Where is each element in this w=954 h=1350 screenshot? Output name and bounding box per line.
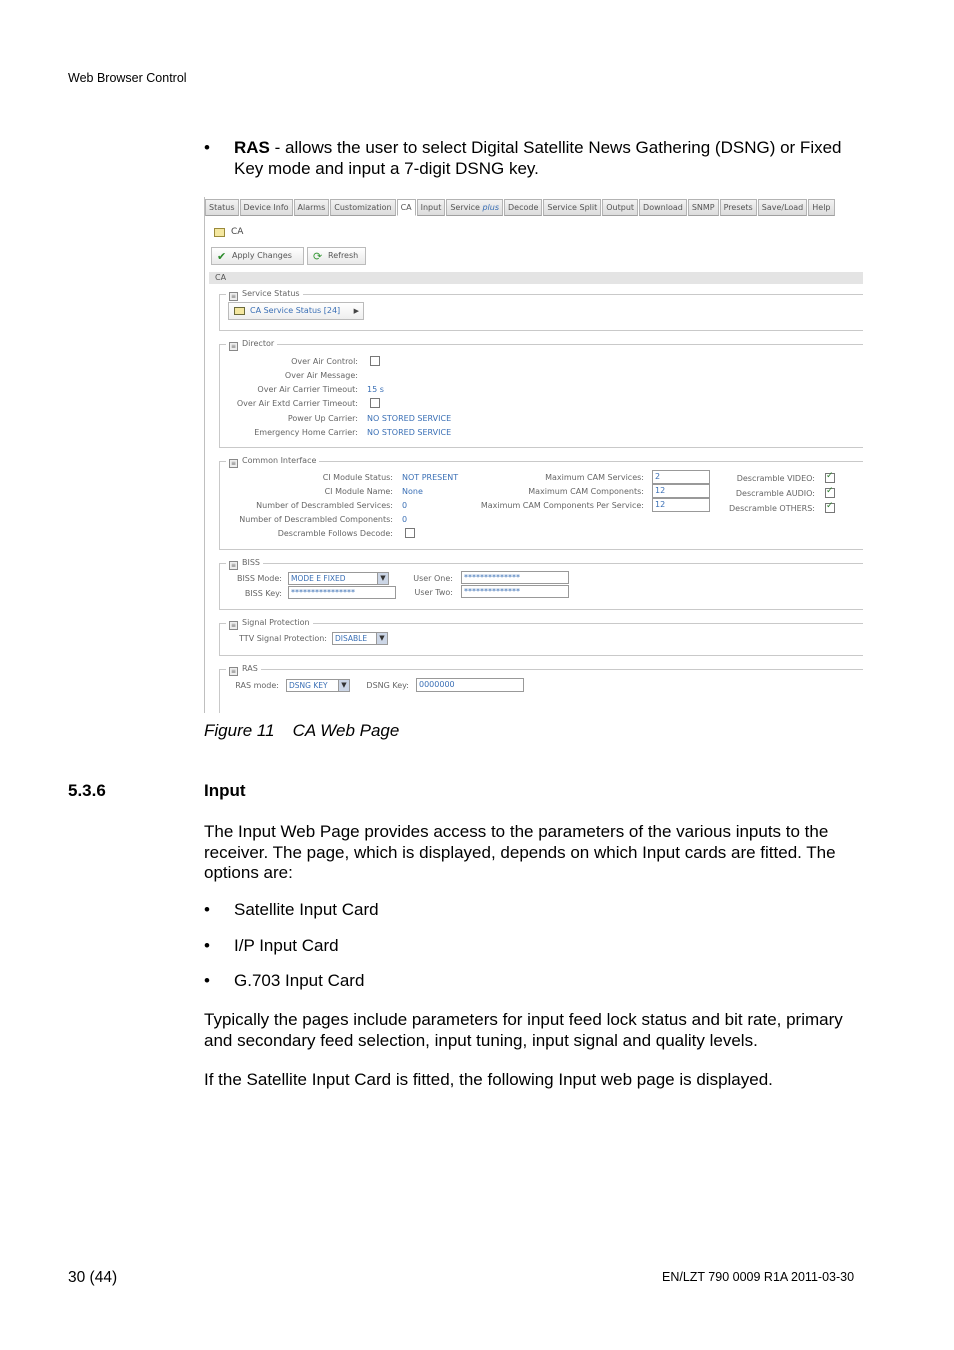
option-ip-input-card: I/P Input Card: [234, 936, 339, 955]
apply-changes-button[interactable]: [211, 247, 304, 265]
descrambled-services-label: Number of Descrambled Services:: [256, 501, 393, 510]
collapse-icon[interactable]: ≡: [230, 293, 237, 300]
bullet-dot: •: [204, 936, 210, 955]
carrier-timeout-value: 15 s: [367, 385, 384, 394]
ras-legend-text: RAS: [242, 664, 258, 673]
dsng-key-input[interactable]: 0000000: [416, 678, 524, 692]
service-status-fieldset: [219, 289, 863, 331]
tab-decode[interactable]: Decode: [504, 199, 542, 216]
bullet-dot: •: [204, 138, 210, 157]
bullet-dot: •: [204, 971, 210, 990]
figure-caption: [204, 721, 399, 741]
descramble-follows-decode-checkbox[interactable]: [405, 528, 415, 538]
checkmark-icon: ✔: [217, 250, 227, 263]
ca-service-status-label: CA Service Status [24]: [250, 306, 341, 315]
tab-device-info[interactable]: Device Info: [240, 199, 293, 216]
dropdown-arrow-icon: ▼: [376, 633, 387, 644]
tab-service-split[interactable]: Service Split: [543, 199, 601, 216]
extd-carrier-timeout-label: Over Air Extd Carrier Timeout:: [236, 399, 358, 408]
table-icon: [234, 307, 245, 315]
common-interface-legend: [226, 456, 319, 468]
max-cam-services-label: Maximum CAM Services:: [545, 473, 644, 482]
descramble-follows-decode-label: Descramble Follows Decode:: [277, 529, 393, 538]
tab-status[interactable]: Status: [205, 199, 239, 216]
ras-mode-value: DSNG KEY: [289, 681, 328, 690]
document-date: 2011-03-30: [791, 1270, 855, 1284]
ras-legend: [226, 664, 261, 676]
signal-protection-fieldset: [219, 618, 863, 656]
page-number: 30 (44): [68, 1269, 118, 1286]
max-cam-services-input[interactable]: 2: [652, 470, 710, 484]
tab-ca[interactable]: CA: [397, 199, 416, 216]
paragraph-satellite: If the Satellite Input Card is fitted, the following Input web page is displayed.: [204, 1070, 773, 1089]
max-cam-components-label: Maximum CAM Components:: [528, 487, 644, 496]
biss-legend-text: BISS: [242, 558, 261, 567]
paragraph-typical: Typically the pages include parameters for input feed lock status and bit rate, primary and secondary feed selection, input tuning, input signal and quality levels.: [204, 1010, 843, 1050]
ttv-signal-protection-select[interactable]: [332, 632, 388, 645]
dsng-key-label: DSNG Key:: [366, 681, 409, 690]
descramble-video-label: Descramble VIDEO:: [736, 474, 815, 483]
user-two-label: User Two:: [414, 588, 453, 597]
option-g703-input-card: G.703 Input Card: [234, 971, 365, 990]
ci-module-name-label: CI Module Name:: [324, 487, 393, 496]
biss-legend: [226, 558, 263, 570]
paragraph-intro: The Input Web Page provides access to the parameters of the various inputs to the receiver. The page, which is displayed, depends on which Input cards are fitted. The options are:: [204, 822, 836, 882]
max-cam-components-input[interactable]: 12: [652, 484, 710, 498]
descramble-others-checkbox[interactable]: [825, 503, 835, 513]
tab-snmp[interactable]: SNMP: [688, 199, 719, 216]
biss-mode-label: BISS Mode:: [236, 574, 282, 583]
tab-input[interactable]: Input: [417, 199, 446, 216]
tab-download[interactable]: Download: [639, 199, 687, 216]
max-cam-components-per-service-label: Maximum CAM Components Per Service:: [480, 501, 644, 510]
refresh-label: Refresh: [328, 251, 359, 260]
tab-output[interactable]: Output: [602, 199, 638, 216]
extd-carrier-timeout-checkbox[interactable]: [370, 398, 380, 408]
tab-help[interactable]: Help: [808, 199, 834, 216]
over-air-control-label: Over Air Control:: [291, 357, 358, 366]
max-cam-components-per-service-input[interactable]: 12: [652, 498, 710, 512]
document-id: EN/LZT 790 0009 R1A: [662, 1270, 788, 1284]
descrambled-services-value: 0: [402, 501, 408, 510]
over-air-control-checkbox[interactable]: [370, 356, 380, 366]
refresh-icon: ⟳: [313, 250, 323, 263]
descramble-audio-checkbox[interactable]: [825, 488, 835, 498]
signal-protection-legend: [226, 618, 313, 630]
document-reference: [662, 1270, 854, 1284]
emergency-home-carrier-value: NO STORED SERVICE: [367, 428, 452, 437]
ca-service-status-button[interactable]: [228, 302, 364, 320]
ca-section-bar: CA: [209, 272, 863, 284]
folder-icon: [214, 228, 225, 237]
service-status-legend-text: Service Status: [242, 289, 300, 298]
biss-key-label: BISS Key:: [244, 589, 282, 598]
common-interface-legend-text: Common Interface: [242, 456, 317, 465]
ras-mode-label: RAS mode:: [235, 681, 279, 690]
running-header: Web Browser Control: [68, 71, 187, 85]
over-air-message-label: Over Air Message:: [284, 371, 358, 380]
collapse-icon[interactable]: ≡: [230, 460, 237, 467]
tab-bar: [205, 199, 863, 216]
ttv-signal-protection-label: TTV Signal Protection:: [239, 634, 327, 643]
biss-fieldset: [219, 558, 863, 610]
ras-bullet-text: [234, 137, 874, 179]
apply-changes-label: Apply Changes: [232, 251, 292, 260]
tab-service-plus-suffix: plus: [482, 203, 500, 212]
section-title: Input: [204, 781, 246, 800]
biss-mode-select[interactable]: [288, 572, 389, 585]
power-up-carrier-value: NO STORED SERVICE: [367, 414, 452, 423]
figure-title: CA Web Page: [292, 721, 400, 740]
descramble-video-checkbox[interactable]: [825, 473, 835, 483]
service-status-legend: [226, 289, 303, 301]
refresh-button[interactable]: [307, 247, 366, 265]
biss-mode-value: MODE E FIXED: [291, 574, 346, 583]
tab-service-label: Service: [450, 203, 480, 212]
tab-service-plus[interactable]: [446, 199, 503, 216]
ci-module-status-label: CI Module Status:: [322, 473, 393, 482]
section-number: 5.3.6: [68, 781, 106, 800]
user-two-input[interactable]: **************: [461, 585, 569, 598]
collapse-icon[interactable]: ≡: [230, 562, 237, 569]
director-legend: [226, 339, 277, 351]
tab-presets[interactable]: Presets: [720, 199, 757, 216]
director-fieldset: [219, 339, 863, 448]
ras-term: RAS: [234, 138, 270, 157]
tab-alarms[interactable]: Alarms: [294, 199, 330, 216]
collapse-icon[interactable]: ≡: [230, 622, 237, 629]
user-one-input[interactable]: **************: [461, 571, 569, 584]
figure-number: Figure 11: [204, 721, 275, 740]
ca-web-page-screenshot: [204, 197, 863, 713]
play-arrow-icon: ▶: [353, 307, 359, 315]
collapse-icon[interactable]: ≡: [230, 668, 237, 675]
descrambled-components-value: 0: [402, 515, 408, 524]
collapse-icon[interactable]: ≡: [230, 343, 237, 350]
ci-module-status-value: NOT PRESENT: [402, 473, 459, 482]
tab-save-load[interactable]: Save/Load: [758, 199, 808, 216]
signal-protection-legend-text: Signal Protection: [242, 618, 310, 627]
power-up-carrier-label: Power Up Carrier:: [287, 414, 358, 423]
carrier-timeout-label: Over Air Carrier Timeout:: [257, 385, 358, 394]
ttv-signal-protection-value: DISABLE: [335, 634, 368, 643]
ras-description: - allows the user to select Digital Satellite News Gathering (DSNG) or Fixed Key mode and input a 7-digit DSNG key.: [234, 138, 842, 178]
dropdown-arrow-icon: ▼: [338, 680, 349, 691]
director-legend-text: Director: [242, 339, 275, 348]
common-interface-fieldset: [219, 456, 863, 550]
ci-module-name-value: None: [402, 487, 423, 496]
biss-key-input[interactable]: ****************: [288, 586, 396, 599]
descramble-others-label: Descramble OTHERS:: [729, 504, 815, 513]
emergency-home-carrier-label: Emergency Home Carrier:: [254, 428, 358, 437]
dropdown-arrow-icon: ▼: [377, 573, 388, 584]
user-one-label: User One:: [413, 574, 453, 583]
page-title: CA: [231, 227, 244, 237]
descrambled-components-label: Number of Descrambled Components:: [239, 515, 393, 524]
tab-customization[interactable]: Customization: [330, 199, 395, 216]
ras-mode-select[interactable]: [286, 679, 350, 692]
bullet-dot: •: [204, 900, 210, 919]
option-satellite-input-card: Satellite Input Card: [234, 900, 379, 919]
descramble-audio-label: Descramble AUDIO:: [735, 489, 815, 498]
ras-fieldset: [219, 664, 863, 713]
